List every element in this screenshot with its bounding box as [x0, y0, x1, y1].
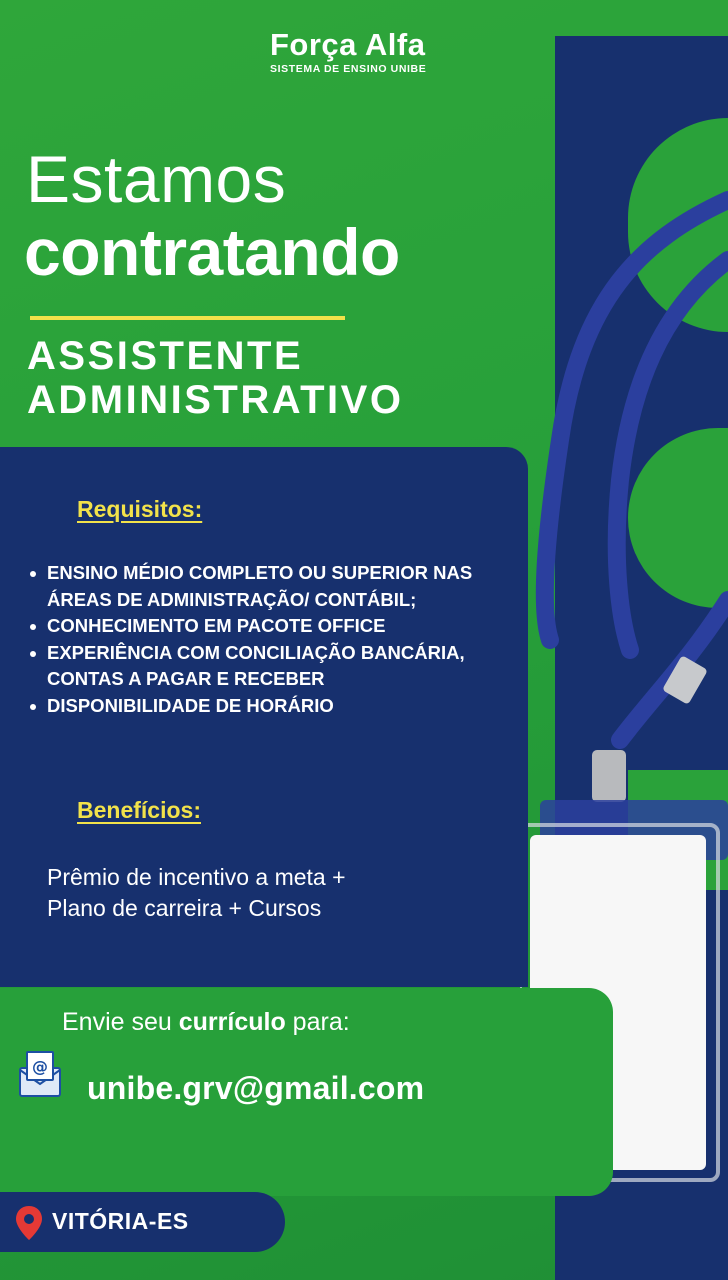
- headline-estamos: Estamos: [26, 142, 287, 216]
- email-link[interactable]: unibe.grv@gmail.com: [87, 1070, 425, 1106]
- benefits-heading: Benefícios:: [77, 797, 201, 823]
- benefits-text: [47, 862, 487, 924]
- send-instruction: [62, 1008, 350, 1037]
- benefits-line: Plano de carreira + Cursos: [47, 895, 322, 921]
- job-title-line: ADMINISTRATIVO: [27, 378, 404, 422]
- location-text: VITÓRIA-ES: [52, 1208, 189, 1234]
- send-prefix: Envie seu: [62, 1008, 179, 1036]
- envelope-at-icon: [18, 1050, 62, 1100]
- brand-name: Força Alfa: [270, 27, 426, 62]
- list-item-text: DISPONIBILIDADE DE HORÁRIO: [47, 694, 334, 716]
- send-suffix: para:: [285, 1008, 350, 1036]
- brand-subtitle: SISTEMA DE ENSINO UNIBE: [270, 63, 427, 75]
- list-item: [27, 640, 527, 693]
- send-bold: currículo: [178, 1008, 286, 1036]
- list-item: [27, 560, 527, 613]
- job-title: [27, 334, 403, 422]
- svg-text:@: @: [32, 1057, 48, 1076]
- benefits-line: Prêmio de incentivo a meta +: [47, 864, 346, 890]
- brand-logo: [270, 28, 426, 75]
- map-pin-icon: [14, 1204, 44, 1242]
- headline-contratando: contratando: [24, 215, 400, 289]
- list-item: [27, 613, 527, 640]
- list-item-text: EXPERIÊNCIA COM CONCILIAÇÃO BANCÁRIA, CONTAS A PAGAR E RECEBER: [47, 641, 465, 689]
- list-item-text: CONHECIMENTO EM PACOTE OFFICE: [47, 615, 386, 636]
- job-title-line: ASSISTENTE: [27, 334, 304, 378]
- list-item: [27, 693, 527, 720]
- requirements-heading: Requisitos:: [77, 496, 203, 522]
- list-item-text: ENSINO MÉDIO COMPLETO OU SUPERIOR NAS ÁREAS DE ADMINISTRAÇÃO/ CONTÁBIL;: [47, 562, 473, 610]
- requirements-list: [27, 560, 527, 719]
- divider: [30, 316, 345, 320]
